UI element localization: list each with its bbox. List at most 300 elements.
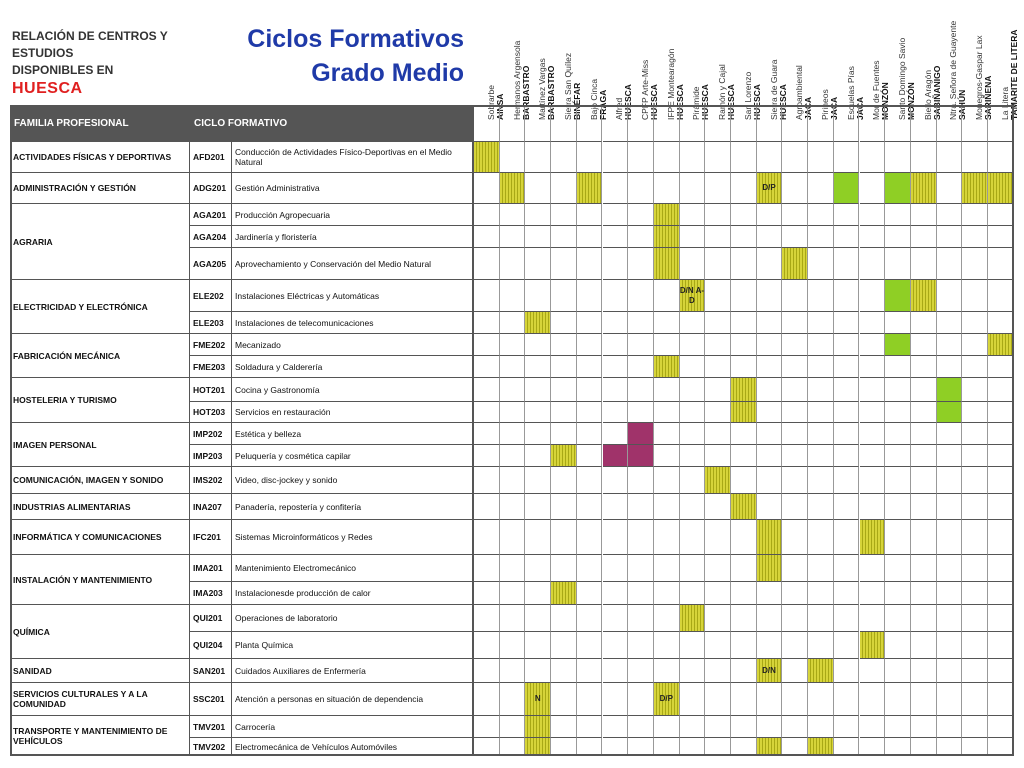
grid-cell <box>808 423 834 445</box>
grid-cell <box>911 248 937 280</box>
grid-cell <box>474 445 500 467</box>
grid-cell <box>911 738 937 756</box>
cycle-name: Estética y belleza <box>232 423 474 445</box>
grid-cell <box>860 142 886 173</box>
cycle-code: IMA203 <box>190 582 232 605</box>
grid-cell <box>885 142 911 173</box>
grid-cell <box>500 226 526 248</box>
grid-cell <box>577 280 603 312</box>
grid-cell <box>551 226 577 248</box>
main-title-line-1: Ciclos Formativos <box>247 25 464 53</box>
grid-cell <box>911 555 937 582</box>
offered-cycle-cell: D/P <box>654 683 680 716</box>
grid-cell <box>962 738 988 756</box>
grid-cell <box>705 204 731 226</box>
offered-cycle-cell <box>937 402 963 423</box>
grid-cell <box>577 204 603 226</box>
grid-cell <box>885 494 911 520</box>
grid-cell <box>577 402 603 423</box>
grid-cell <box>525 280 551 312</box>
grid-cell <box>705 312 731 334</box>
grid-cell <box>937 204 963 226</box>
grid-cell <box>577 520 603 555</box>
grid-cell <box>551 142 577 173</box>
offered-cycle-cell <box>860 520 886 555</box>
grid-cell <box>834 142 860 173</box>
grid-cell <box>834 226 860 248</box>
cycle-code: QUI201 <box>190 605 232 632</box>
grid-cell <box>654 632 680 659</box>
header-grid-cell <box>474 105 500 142</box>
grid-cell <box>500 423 526 445</box>
grid-cell <box>577 312 603 334</box>
grid-cell <box>500 334 526 356</box>
main-title <box>247 22 464 90</box>
cycle-code: IFC201 <box>190 520 232 555</box>
center-name: Escuelas Pías <box>845 66 856 120</box>
grid-cell <box>937 738 963 756</box>
cycle-code: QUI204 <box>190 632 232 659</box>
grid-cell <box>860 402 886 423</box>
grid-cell <box>603 632 629 659</box>
grid-cell <box>860 738 886 756</box>
grid-cell <box>654 467 680 494</box>
grid-cell <box>834 555 860 582</box>
grid-cell <box>731 520 757 555</box>
grid-cell <box>731 445 757 467</box>
grid-cell <box>474 226 500 248</box>
grid-cell <box>680 659 706 683</box>
grid-cell <box>988 582 1014 605</box>
grid-cell <box>603 312 629 334</box>
header-grid-cell <box>525 105 551 142</box>
cycle-name: Electromecánica de Vehículos Automóviles <box>232 738 474 756</box>
grid-cell <box>731 204 757 226</box>
header-grid-cell <box>731 105 757 142</box>
grid-cell <box>988 423 1014 445</box>
grid-cell <box>962 683 988 716</box>
grid-cell <box>705 632 731 659</box>
grid-cell <box>628 605 654 632</box>
offered-cycle-cell <box>988 173 1014 204</box>
header-grid-cell <box>885 105 911 142</box>
grid-cell <box>577 582 603 605</box>
grid-cell <box>500 659 526 683</box>
grid-cell <box>628 659 654 683</box>
grid-cell <box>782 142 808 173</box>
grid-cell <box>680 378 706 402</box>
grid-cell <box>628 716 654 738</box>
header-grid-cell <box>937 105 963 142</box>
offered-cycle-cell <box>705 467 731 494</box>
center-name: San Lorenzo <box>742 71 753 120</box>
grid-cell <box>834 683 860 716</box>
grid-cell <box>962 356 988 378</box>
header-grid-cell <box>705 105 731 142</box>
grid-cell <box>551 280 577 312</box>
grid-cell <box>731 173 757 204</box>
grid-cell <box>525 173 551 204</box>
grid-cell <box>937 582 963 605</box>
grid-cell <box>962 402 988 423</box>
grid-cell <box>525 632 551 659</box>
grid-cell <box>782 173 808 204</box>
grid-cell <box>860 356 886 378</box>
cycle-code: ADG201 <box>190 173 232 204</box>
grid-cell <box>808 520 834 555</box>
grid-cell <box>860 605 886 632</box>
grid-cell <box>834 402 860 423</box>
grid-cell <box>988 312 1014 334</box>
grid-cell <box>885 582 911 605</box>
grid-cell <box>757 142 783 173</box>
grid-cell <box>962 632 988 659</box>
header-grid-cell <box>782 105 808 142</box>
center-name: Alfred <box>614 97 625 120</box>
grid-cell <box>860 204 886 226</box>
grid-cell <box>808 467 834 494</box>
grid-cell <box>654 605 680 632</box>
grid-cell <box>782 402 808 423</box>
grid-cell <box>551 378 577 402</box>
offered-cycle-cell <box>551 445 577 467</box>
grid-cell <box>808 582 834 605</box>
grid-cell <box>654 445 680 467</box>
family-name: COMUNICACIÓN, IMAGEN Y SONIDO <box>10 467 190 494</box>
grid-cell <box>834 520 860 555</box>
offered-cycle-cell <box>962 173 988 204</box>
grid-cell <box>551 423 577 445</box>
grid-cell <box>500 683 526 716</box>
center-town: SARIÑENA <box>983 75 994 120</box>
center-name: CPFP Arte-Miss <box>640 59 651 120</box>
offered-cycle-cell <box>834 173 860 204</box>
grid-cell <box>628 582 654 605</box>
grid-cell <box>603 738 629 756</box>
cycle-name: Cuidados Auxiliares de Enfermería <box>232 659 474 683</box>
center-name: Ramón y Cajal <box>717 64 728 120</box>
grid-cell <box>551 173 577 204</box>
center-town: BINÉFAR <box>571 82 582 120</box>
grid-cell <box>885 356 911 378</box>
cycle-code: SSC201 <box>190 683 232 716</box>
grid-cell <box>962 716 988 738</box>
grid-cell <box>680 312 706 334</box>
grid-cell <box>885 683 911 716</box>
cycle-code: SAN201 <box>190 659 232 683</box>
grid-cell <box>551 248 577 280</box>
grid-cell <box>860 582 886 605</box>
grid-cell <box>705 520 731 555</box>
grid-cell <box>500 494 526 520</box>
offered-cycle-cell <box>808 738 834 756</box>
center-name: Mor de Fuentes <box>871 60 882 120</box>
grid-cell <box>551 312 577 334</box>
grid-cell <box>654 378 680 402</box>
grid-cell <box>680 445 706 467</box>
cycle-code: AGA204 <box>190 226 232 248</box>
family-name: HOSTELERIA Y TURISMO <box>10 378 190 423</box>
grid-cell <box>962 142 988 173</box>
grid-cell <box>474 312 500 334</box>
grid-cell <box>962 423 988 445</box>
grid-cell <box>525 402 551 423</box>
cycle-name: Producción Agropecuaria <box>232 204 474 226</box>
grid-cell <box>808 248 834 280</box>
grid-cell <box>782 312 808 334</box>
grid-cell <box>937 716 963 738</box>
center-town: HUESCA <box>674 84 685 120</box>
center-name: Sierra San Quílez <box>562 52 573 120</box>
offered-cycle-cell <box>551 582 577 605</box>
grid-cell <box>782 738 808 756</box>
header-grid-cell <box>500 105 526 142</box>
offered-cycle-cell <box>731 494 757 520</box>
family-name: QUÍMICA <box>10 605 190 659</box>
grid-cell <box>577 378 603 402</box>
grid-cell <box>628 204 654 226</box>
grid-cell <box>988 445 1014 467</box>
header-grid-cell <box>757 105 783 142</box>
grid-cell <box>962 467 988 494</box>
grid-cell <box>782 632 808 659</box>
cycle-name: Conducción de Actividades Físico-Deportivas en el Medio Natural <box>232 142 474 173</box>
grid-cell <box>577 142 603 173</box>
grid-cell <box>680 716 706 738</box>
grid-cell <box>757 467 783 494</box>
grid-cell <box>474 402 500 423</box>
grid-cell <box>808 312 834 334</box>
grid-cell <box>911 467 937 494</box>
center-town: SAHÚN <box>957 89 968 120</box>
grid-cell <box>962 226 988 248</box>
grid-cell <box>705 555 731 582</box>
grid-cell <box>628 334 654 356</box>
grid-cell <box>680 494 706 520</box>
grid-cell <box>937 467 963 494</box>
document-title-line-1: RELACIÓN DE CENTROS Y ESTUDIOS <box>12 29 168 60</box>
offered-cycle-cell <box>860 632 886 659</box>
grid-cell <box>474 659 500 683</box>
grid-cell <box>551 632 577 659</box>
grid-cell <box>654 280 680 312</box>
grid-cell <box>782 445 808 467</box>
grid-cell <box>782 582 808 605</box>
grid-cell <box>988 356 1014 378</box>
offered-cycle-cell <box>628 445 654 467</box>
grid-cell <box>808 378 834 402</box>
cycle-name: Peluquería y cosmética capilar <box>232 445 474 467</box>
grid-cell <box>500 555 526 582</box>
grid-cell <box>937 445 963 467</box>
center-town: MONZÓN <box>906 82 917 120</box>
grid-cell <box>782 520 808 555</box>
grid-cell <box>474 173 500 204</box>
header-grid-cell <box>577 105 603 142</box>
grid-cell <box>525 605 551 632</box>
grid-cell <box>782 659 808 683</box>
grid-cell <box>551 683 577 716</box>
cycle-name: Servicios en restauración <box>232 402 474 423</box>
center-name: Monegros-Gaspar Lax <box>974 35 985 120</box>
cycle-code: TMV202 <box>190 738 232 756</box>
grid-cell <box>937 632 963 659</box>
grid-cell <box>500 520 526 555</box>
grid-cell <box>885 226 911 248</box>
grid-cell <box>500 204 526 226</box>
grid-cell <box>603 423 629 445</box>
grid-cell <box>603 173 629 204</box>
grid-cell <box>474 605 500 632</box>
grid-cell <box>937 312 963 334</box>
grid-cell <box>731 659 757 683</box>
grid-cell <box>551 520 577 555</box>
grid-cell <box>500 445 526 467</box>
grid-cell <box>474 555 500 582</box>
cycle-code: IMA201 <box>190 555 232 582</box>
grid-cell <box>757 204 783 226</box>
grid-cell <box>782 555 808 582</box>
grid-cell <box>705 173 731 204</box>
family-column-header: FAMILIA PROFESIONAL <box>10 105 190 142</box>
grid-cell <box>603 555 629 582</box>
grid-cell <box>654 334 680 356</box>
header-grid-cell <box>654 105 680 142</box>
grid-cell <box>705 334 731 356</box>
grid-cell <box>782 605 808 632</box>
grid-cell <box>731 280 757 312</box>
grid-cell <box>962 280 988 312</box>
grid-cell <box>834 280 860 312</box>
grid-cell <box>962 605 988 632</box>
grid-cell <box>654 659 680 683</box>
grid-cell <box>860 716 886 738</box>
grid-cell <box>808 445 834 467</box>
center-name: Sierra de Guara <box>768 59 779 120</box>
grid-cell <box>680 402 706 423</box>
offered-cycle-cell <box>885 280 911 312</box>
grid-cell <box>988 248 1014 280</box>
offered-cycle-cell <box>757 555 783 582</box>
grid-cell <box>911 683 937 716</box>
center-name: Hermanos Argensola <box>511 40 522 120</box>
center-town: JACA <box>828 96 839 120</box>
grid-cell <box>808 226 834 248</box>
grid-cell <box>988 402 1014 423</box>
offered-cycle-cell <box>474 142 500 173</box>
grid-cell <box>988 204 1014 226</box>
cycle-name: Operaciones de laboratorio <box>232 605 474 632</box>
cycle-name: Panadería, repostería y confitería <box>232 494 474 520</box>
grid-cell <box>911 445 937 467</box>
grid-cell <box>654 582 680 605</box>
grid-cell <box>628 226 654 248</box>
grid-cell <box>808 605 834 632</box>
cycle-code: HOT203 <box>190 402 232 423</box>
offered-cycle-cell <box>782 248 808 280</box>
grid-cell <box>782 226 808 248</box>
cycle-code: AGA201 <box>190 204 232 226</box>
grid-cell <box>525 445 551 467</box>
family-name: SERVICIOS CULTURALES Y A LA COMUNIDAD <box>10 683 190 716</box>
center-name: La Litera <box>999 86 1010 120</box>
grid-cell <box>962 204 988 226</box>
grid-cell <box>731 605 757 632</box>
grid-cell <box>705 402 731 423</box>
header-grid-cell <box>988 105 1014 142</box>
offered-cycle-cell <box>525 738 551 756</box>
family-name: TRANSPORTE Y MANTENIMIENTO DE VEHÍCULOS <box>10 716 190 756</box>
grid-cell <box>705 494 731 520</box>
grid-cell <box>500 312 526 334</box>
grid-cell <box>962 659 988 683</box>
grid-cell <box>885 555 911 582</box>
grid-cell <box>911 716 937 738</box>
grid-cell <box>808 173 834 204</box>
cycle-name: Video, disc-jockey y sonido <box>232 467 474 494</box>
grid-cell <box>705 142 731 173</box>
cycle-code: HOT201 <box>190 378 232 402</box>
grid-cell <box>808 683 834 716</box>
offered-cycle-cell <box>680 605 706 632</box>
grid-cell <box>577 555 603 582</box>
grid-cell <box>911 582 937 605</box>
grid-cell <box>654 494 680 520</box>
grid-cell <box>603 520 629 555</box>
grid-cell <box>731 356 757 378</box>
grid-cell <box>705 226 731 248</box>
grid-cell <box>988 659 1014 683</box>
grid-cell <box>680 555 706 582</box>
grid-cell <box>911 494 937 520</box>
grid-cell <box>911 520 937 555</box>
grid-cell <box>680 356 706 378</box>
grid-cell <box>654 520 680 555</box>
grid-cell <box>860 494 886 520</box>
grid-cell <box>525 226 551 248</box>
family-name: INFORMÁTICA Y COMUNICACIONES <box>10 520 190 555</box>
grid-cell <box>603 716 629 738</box>
grid-cell <box>808 494 834 520</box>
grid-cell <box>834 467 860 494</box>
grid-cell <box>937 226 963 248</box>
grid-cell <box>962 248 988 280</box>
grid-cell <box>731 423 757 445</box>
grid-cell <box>757 280 783 312</box>
grid-cell <box>885 248 911 280</box>
cycle-code: FME203 <box>190 356 232 378</box>
grid-cell <box>628 467 654 494</box>
grid-cell <box>937 683 963 716</box>
grid-cell <box>577 632 603 659</box>
grid-cell <box>757 716 783 738</box>
grid-cell <box>577 423 603 445</box>
offered-cycle-cell: D/N A-D <box>680 280 706 312</box>
center-town: HUESCA <box>777 84 788 120</box>
grid-cell <box>834 605 860 632</box>
center-name: IFPE Montearagón <box>665 48 676 120</box>
grid-cell <box>962 445 988 467</box>
grid-cell <box>937 142 963 173</box>
grid-cell <box>782 334 808 356</box>
grid-cell <box>474 520 500 555</box>
cycle-code: AGA205 <box>190 248 232 280</box>
cycle-name: Mecanizado <box>232 334 474 356</box>
grid-cell <box>885 445 911 467</box>
grid-cell <box>834 334 860 356</box>
grid-cell <box>500 356 526 378</box>
grid-cell <box>860 445 886 467</box>
